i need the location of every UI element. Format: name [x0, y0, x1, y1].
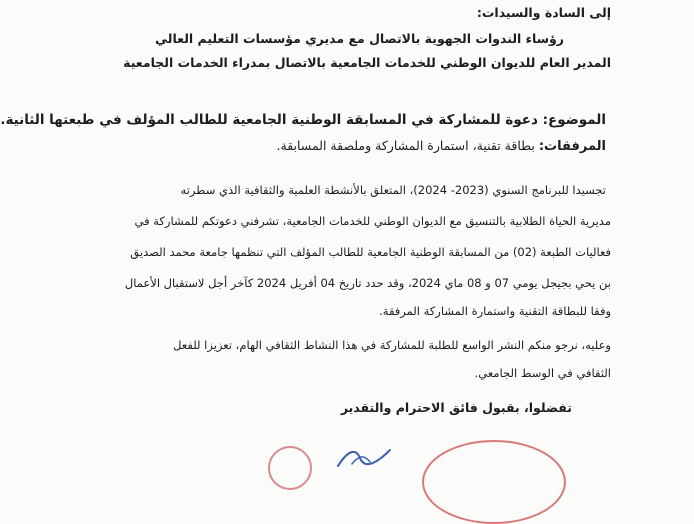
addressee-line-1: رؤساء الندوات الجهوية بالاتصال مع مديري مؤسسات التعليم العالي	[155, 31, 564, 46]
body-line-4: بن يحي بجيجل يومي 07 و 08 ماي 2024، وقد حدد تاريخ 04 أفريل 2024 كآخر أجل لاستقبال الأعمال	[124, 276, 611, 290]
body-line-3: فعاليات الطبعة (02) من المسابقة الوطنية الجامعية للطالب المؤلف التي تنظمها جامعة محمد الصديق	[130, 245, 611, 259]
addressees-heading: إلى السادة والسيدات:	[476, 5, 611, 20]
body-line-1: تجسيدا للبرنامج السنوي (2023- 2024)، المتعلق بالأنشطة العلمية والثقافية الذي سطرته	[180, 183, 606, 197]
body-line-6: وعليه، نرجو منكم النشر الواسع للطلبة للمشاركة في هذا النشاط الثقافي الهام، تعزيزا للفعل	[173, 338, 611, 352]
attachments-text: بطاقة تقنية، استمارة المشاركة وملصقة المسابقة.	[276, 138, 539, 153]
body-line-2: مديرية الحياة الطلابية بالتنسيق مع الديوان الوطني للخدمات الجامعية، تشرفني دعوتكم للمشاركة في	[134, 214, 611, 228]
official-stamp	[422, 440, 566, 524]
body-line-7: الثقافي في الوسط الجامعي.	[474, 366, 611, 380]
closing-line: تفضلوا، بقبول فائق الاحترام والتقدير	[340, 400, 572, 415]
body-line-5: وفقا للبطاقة التقنية واستمارة المشاركة المرفقة.	[379, 304, 611, 318]
subject-line	[0, 112, 606, 128]
round-stamp-left	[268, 446, 312, 490]
attachments-label: المرفقات:	[538, 139, 606, 154]
addressee-line-2: المدير العام للديوان الوطني للخدمات الجامعية بالاتصال بمدراء الخدمات الجامعية	[123, 55, 611, 70]
signature-mark	[334, 444, 394, 468]
attachments-line	[277, 138, 606, 154]
subject-label: الموضوع:	[542, 112, 606, 128]
subject-text: دعوة للمشاركة في المسابقة الوطنية الجامعية للطالب المؤلف في طبعتها الثانية.	[0, 112, 543, 128]
